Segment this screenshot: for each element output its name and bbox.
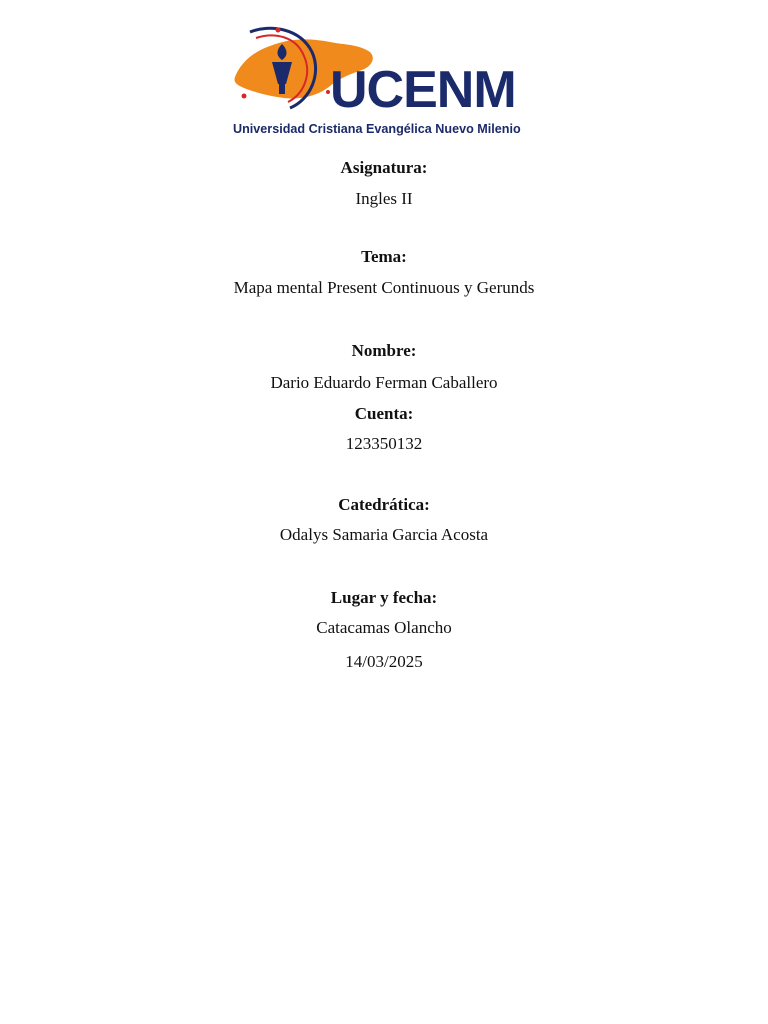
- catedratica-value: Odalys Samaria Garcia Acosta: [279, 525, 489, 544]
- asignatura-label: Asignatura:: [340, 158, 428, 177]
- logo-acronym: UCENM: [330, 61, 516, 119]
- nombre-label: Nombre:: [351, 341, 417, 360]
- cuenta-label: Cuenta:: [354, 404, 414, 423]
- tema-value: Mapa mental Present Continuous y Gerunds: [233, 278, 535, 297]
- catedratica-label: Catedrática:: [338, 495, 430, 514]
- cuenta-value: 123350132: [345, 434, 423, 453]
- university-logo: [230, 22, 530, 140]
- lugar-value: Catacamas Olancho: [316, 618, 452, 637]
- tema-label: Tema:: [361, 247, 407, 266]
- logo-university-name: Universidad Cristiana Evangélica Nuevo Milenio: [233, 122, 521, 136]
- nombre-value: Dario Eduardo Ferman Caballero: [270, 373, 498, 392]
- lugar-fecha-label: Lugar y fecha:: [330, 588, 438, 607]
- asignatura-value: Ingles II: [355, 189, 413, 208]
- fecha-value: 14/03/2025: [345, 652, 423, 671]
